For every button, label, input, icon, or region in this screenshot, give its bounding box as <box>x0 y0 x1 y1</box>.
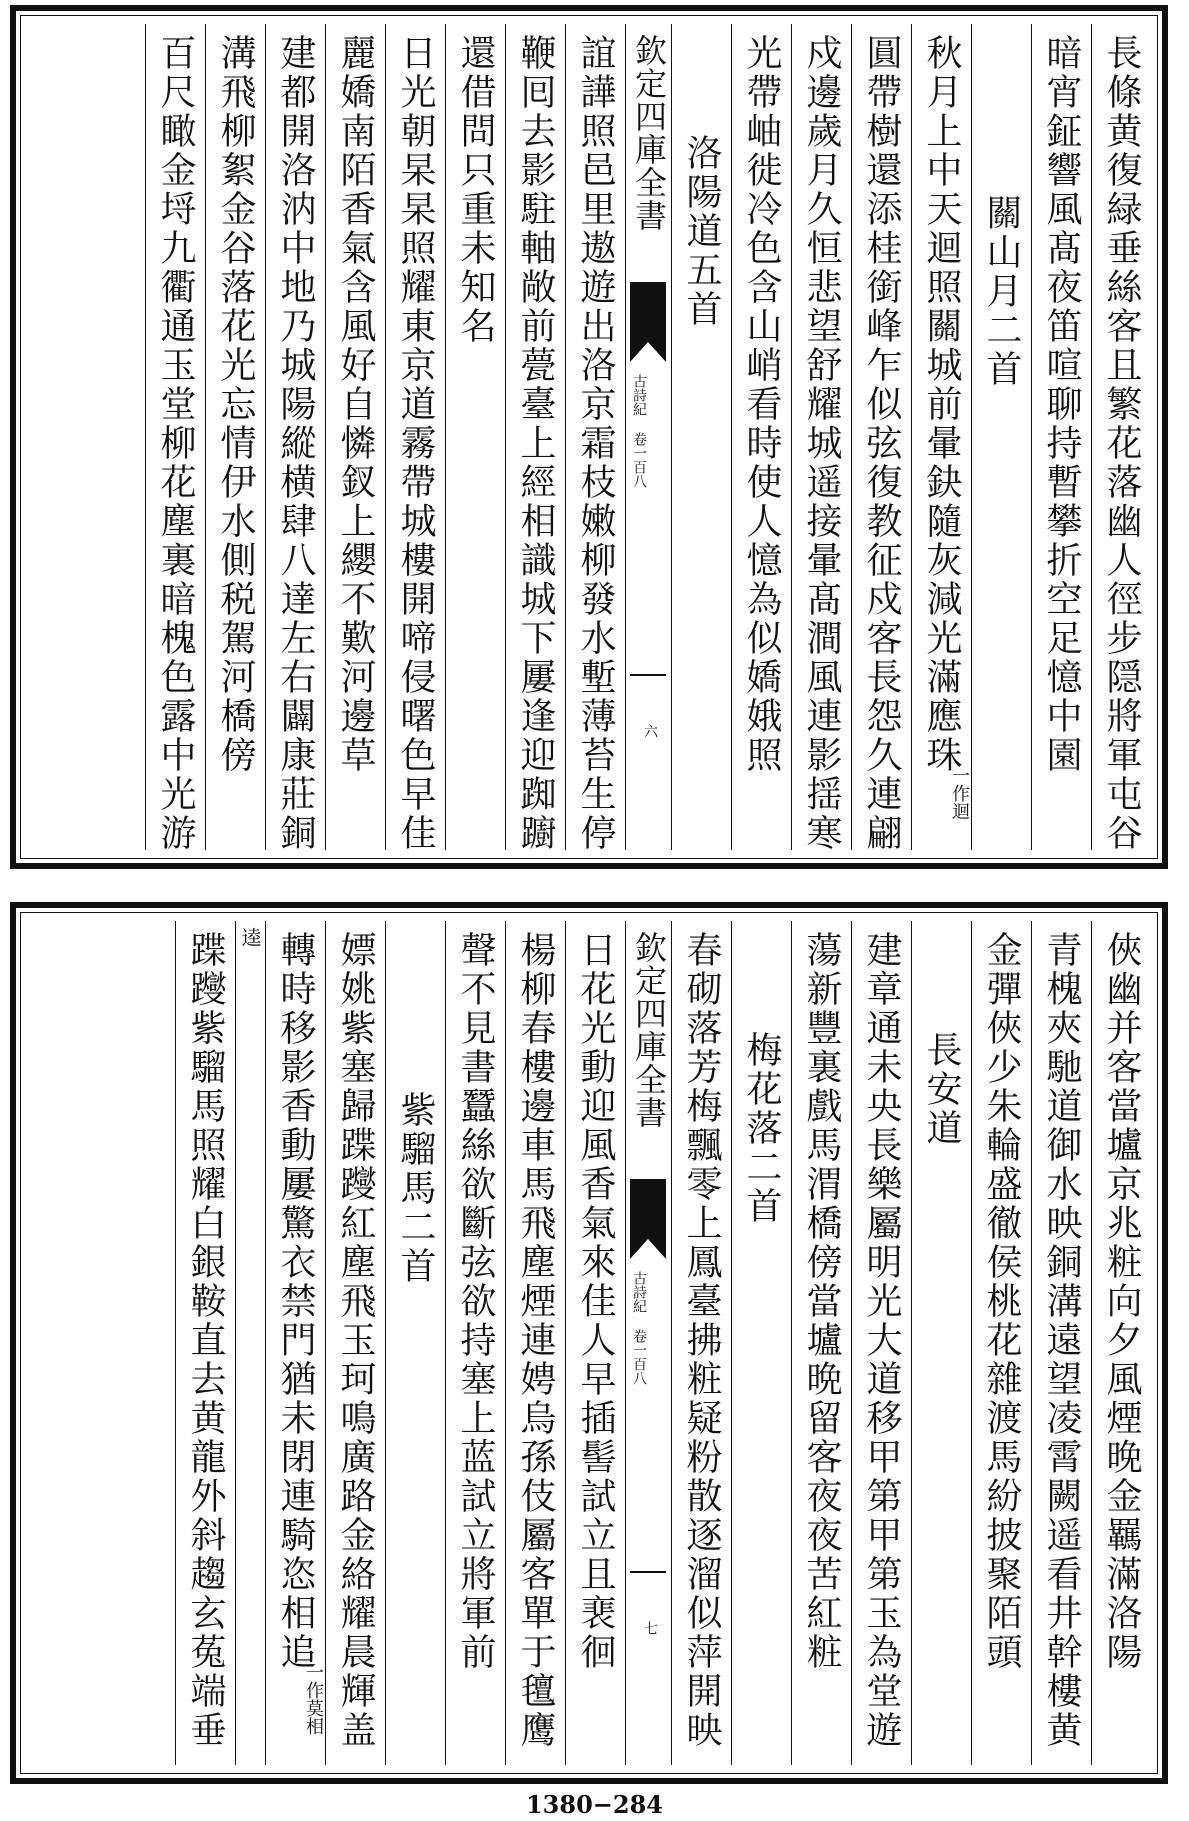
page-number: 1380−284 <box>525 1790 663 1819</box>
text-column <box>791 24 851 853</box>
text-column <box>385 24 445 853</box>
column-text: 俠幽并客當壚京兆粧向夕風煙晚金羈滿洛陽 <box>1101 931 1142 1672</box>
spine-column <box>625 24 671 850</box>
column-text: 春砌落芳梅飄零上鳳臺拂粧疑粉散逐溜似萍開映 <box>681 931 722 1750</box>
spine-column <box>625 921 671 1765</box>
column-text: 暗宵鉦響風髙夜笛喧聊持暫攀折空足憶中園 <box>1041 34 1082 775</box>
text-column <box>731 24 791 850</box>
column-text: 日花光動迎風香氣來佳人早插髻試立且裵徊 <box>575 931 616 1672</box>
column-text: 逵 <box>238 927 262 950</box>
column-text: 蹀躞紫騮馬照耀白銀鞍直去黄龍外斜趨玄菟端垂 <box>185 931 226 1750</box>
text-column <box>325 24 385 850</box>
column-text: 麗嬌南陌香氣含風好自憐釵上纓不歎河邊草 <box>335 34 376 775</box>
spine-meta: 古詩紀 卷一百八 <box>631 1271 647 1385</box>
column-text: 建都開洛汭中地乃城陽縱横肆八達左右闢康莊銅 <box>275 34 316 853</box>
text-column <box>505 24 565 853</box>
column-text: 轉時移影香動屢驚衣禁門猶未閉連騎恣相追 <box>275 931 316 1672</box>
spine-meta: 古詩紀 卷一百八 <box>631 374 647 488</box>
top-page <box>10 5 1168 869</box>
text-column <box>445 921 505 1765</box>
text-column <box>1091 24 1151 853</box>
text-column <box>175 921 235 1765</box>
lower-fishtail-mark <box>630 674 666 686</box>
text-column <box>1091 921 1151 1765</box>
text-column <box>791 921 851 1765</box>
column-text: 梅花落二首 <box>741 1031 782 1226</box>
text-column <box>731 921 791 1765</box>
column-text: 百尺瞰金埒九衢通玉堂柳花塵裏暗槐色露中光游 <box>155 34 196 853</box>
column-text: 誼譁照邑里遨遊出洛京霜枝嫩柳發水塹薄苔生停 <box>575 34 616 853</box>
folio-number: 六 <box>642 724 658 738</box>
column-text: 鞭囘去影駐軸敞前甍臺上經相識城下屢逢迎踟躕 <box>515 34 556 853</box>
text-column <box>505 921 565 1765</box>
top-page-inner-border <box>20 15 1158 859</box>
text-column <box>235 921 265 1765</box>
text-column <box>671 921 731 1765</box>
bottom-page-inner-border <box>20 912 1158 1774</box>
column-text: 溝飛柳絮金谷落花光忘情伊水側税駕河橋傍 <box>215 34 256 775</box>
text-column <box>851 24 911 853</box>
column-text: 聲不見書蠶絲欲斷弦欲持塞上蓝試立將軍前 <box>455 931 496 1672</box>
text-column <box>145 24 205 853</box>
top-columns <box>27 24 1151 853</box>
text-column <box>1031 921 1091 1765</box>
text-column <box>565 921 625 1765</box>
annotation-note: 一作迴 <box>949 766 970 820</box>
spine-title: 欽定四庫全書 <box>630 931 668 1129</box>
text-column <box>1031 24 1091 850</box>
bottom-page <box>10 902 1168 1784</box>
column-text: 青槐夾馳道御水映銅溝遠望凌霄闕遥看井幹樓黄 <box>1041 931 1082 1750</box>
column-text: 蕩新豐裏戲馬渭橋傍當壚晩留客夜夜苦紅粧 <box>801 931 842 1672</box>
lower-fishtail-mark <box>630 1571 666 1583</box>
fishtail-mark <box>630 282 666 362</box>
text-column <box>911 24 971 850</box>
annotation-note: 一作莫相 <box>303 1663 324 1735</box>
text-column <box>565 24 625 853</box>
column-text: 長條黄復緑垂絲客且繁花落幽人徑步隠將軍屯谷 <box>1101 34 1142 853</box>
column-text: 日光朝杲杲照耀東京道霧帶城樓開啼侵曙色早佳 <box>395 34 436 853</box>
column-text: 圓帶樹還添桂銜峰乍似弦復教征戍客長怨久連翩 <box>861 34 902 853</box>
column-text: 紫騮馬二首 <box>395 1091 436 1286</box>
text-column <box>385 921 445 1765</box>
text-column <box>445 24 505 850</box>
column-text: 還借問只重未知名 <box>455 34 496 346</box>
fishtail-mark <box>630 1179 666 1259</box>
column-text: 金彈俠少朱輪盛徹侯桃花雜渡馬紛披聚陌頭 <box>981 931 1022 1672</box>
column-text: 長安道 <box>921 1031 962 1148</box>
bottom-columns <box>27 921 1151 1765</box>
spine-title: 欽定四庫全書 <box>630 34 668 232</box>
text-column <box>971 921 1031 1765</box>
text-column <box>325 921 385 1765</box>
column-text: 光帶岫徙冷色含山峭看時使人憶為似嬌娥照 <box>741 34 782 775</box>
column-text: 建章通未央長樂屬明光大道移甲第甲第玉為堂遊 <box>861 931 902 1750</box>
column-text: 戍邊歲月久恒悲望舒耀城遥接暈髙澗風連影揺寒 <box>801 34 842 853</box>
text-column <box>265 24 325 853</box>
column-text: 秋月上中天迴照關城前暈鈌隨灰減光滿應珠 <box>921 34 962 775</box>
column-text: 楊柳春樓邊車馬飛塵煙連娉烏孫伎屬客單于氊鹰 <box>515 931 556 1750</box>
column-text: 洛陽道五首 <box>681 134 722 329</box>
text-column <box>971 24 1031 850</box>
folio-number: 七 <box>642 1621 658 1635</box>
text-column <box>671 24 731 850</box>
column-text: 關山月二首 <box>981 194 1022 389</box>
text-column <box>851 921 911 1765</box>
text-column <box>265 921 325 1765</box>
text-column <box>205 24 265 850</box>
text-column <box>911 921 971 1765</box>
column-text: 嫖姚紫塞歸蹀躞紅塵飛玉珂鳴廣路金絡耀晨輝盖 <box>335 931 376 1750</box>
